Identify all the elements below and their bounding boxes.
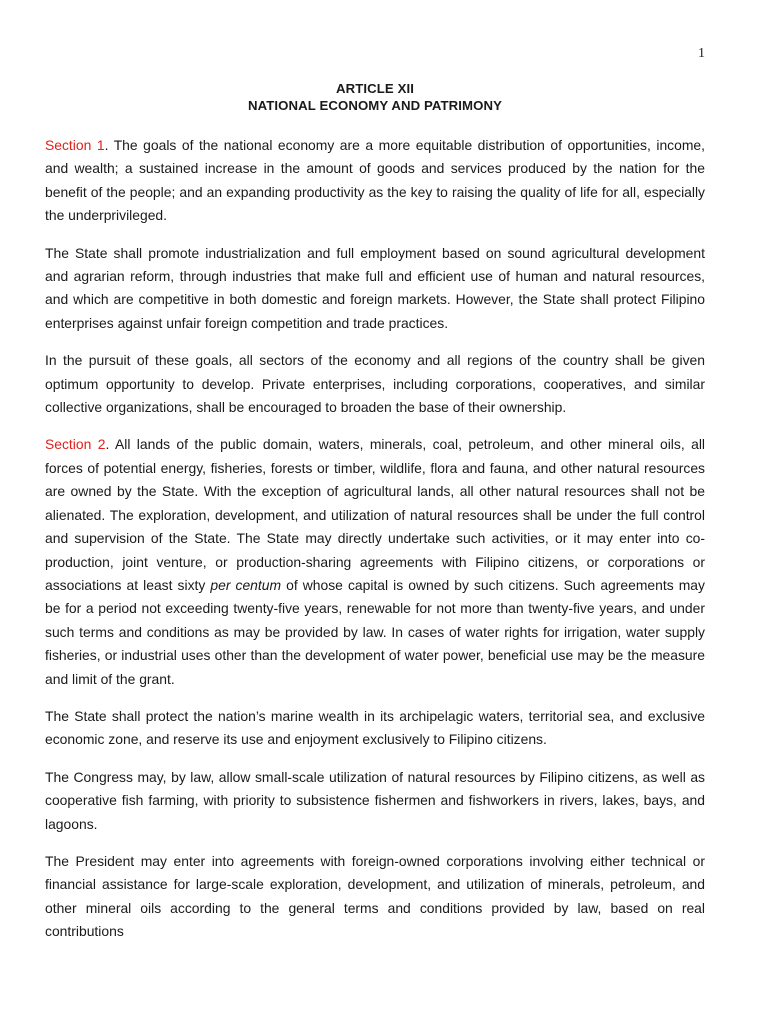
section-1-label: Section 1: [45, 137, 105, 153]
page-number: 1: [698, 46, 705, 61]
paragraph-small-scale-utilization: The Congress may, by law, allow small-scale utilization of natural resources by Filipino citizens, as well as cooperative fish farming, with priority to subsistence fishermen and fishworkers in rivers, lakes, bays, and lagoons.: [45, 768, 705, 832]
section-2-text-before: . All lands of the public domain, waters, minerals, coal, petroleum, and other mineral oils, all forces of potential energy, fisheries, forests or timber, wildlife, flora and fauna, and other natural resources are owned by the State. With the exception of agricultural lands, all other natural resources shall not be alienated. The exploration, development, and utilization of natural resources shall be under the full control and supervision of the State. The State may directly undertake such activities, or it may enter into co-production, joint venture, or production-sharing agreements with Filipino citizens, or corporations or associations at least sixty: [45, 436, 705, 593]
article-subtitle: NATIONAL ECONOMY AND PATRIMONY: [247, 98, 503, 113]
article-title: ARTICLE XII: [335, 81, 415, 96]
article-heading: [45, 80, 705, 114]
document-body: [45, 134, 705, 958]
paragraph-president-agreements: The President may enter into agreements with foreign-owned corporations involving either technical or financial assistance for large-scale exploration, development, and utilization of minerals, petroleum, and other mineral oils according to the general terms and conditions provided by law, based on real contributions: [45, 852, 705, 940]
section-2-label: Section 2: [45, 436, 106, 453]
section-1-text: . The goals of the national economy are a more equitable distribution of opportunities, income, and wealth; a sustained increase in the amount of goods and services produced by the nation for the benefit of the people; and an expanding productivity as the key to raising the quality of life for all, especially the underprivileged.: [45, 137, 706, 224]
paragraph-industrialization: The State shall promote industrialization and full employment based on sound agricultural development and agrarian reform, through industries that make full and efficient use of human and natural resources, and which are competitive in both domestic and foreign markets. However, the State shall protect Filipino enterprises against unfair foreign competition and trade practices.: [45, 244, 705, 331]
paragraph-section-1: [45, 134, 705, 228]
section-2-emphasis: per centum: [210, 576, 282, 593]
section-2-text-after: of whose capital is owned by such citizens. Such agreements may be for a period not exceeding twenty-five years, renewable for not more than twenty-five years, and under such terms and conditions as may be provided by law. In cases of water rights for irrigation, water supply fisheries, or industrial uses other than the development of water power, beneficial use may be the measure and limit of the grant.: [45, 576, 705, 687]
paragraph-pursuit-of-goals: In the pursuit of these goals, all sectors of the economy and all regions of the country shall be given optimum opportunity to develop. Private enterprises, including corporations, cooperatives, and similar collective organizations, shall be encouraged to broaden the base of their ownership.: [45, 352, 705, 416]
paragraph-section-2: [45, 433, 705, 690]
paragraph-marine-wealth: The State shall protect the nation’s marine wealth in its archipelagic waters, territorial sea, and exclusive economic zone, and reserve its use and enjoyment exclusively to Filipino citizens.: [45, 707, 705, 748]
